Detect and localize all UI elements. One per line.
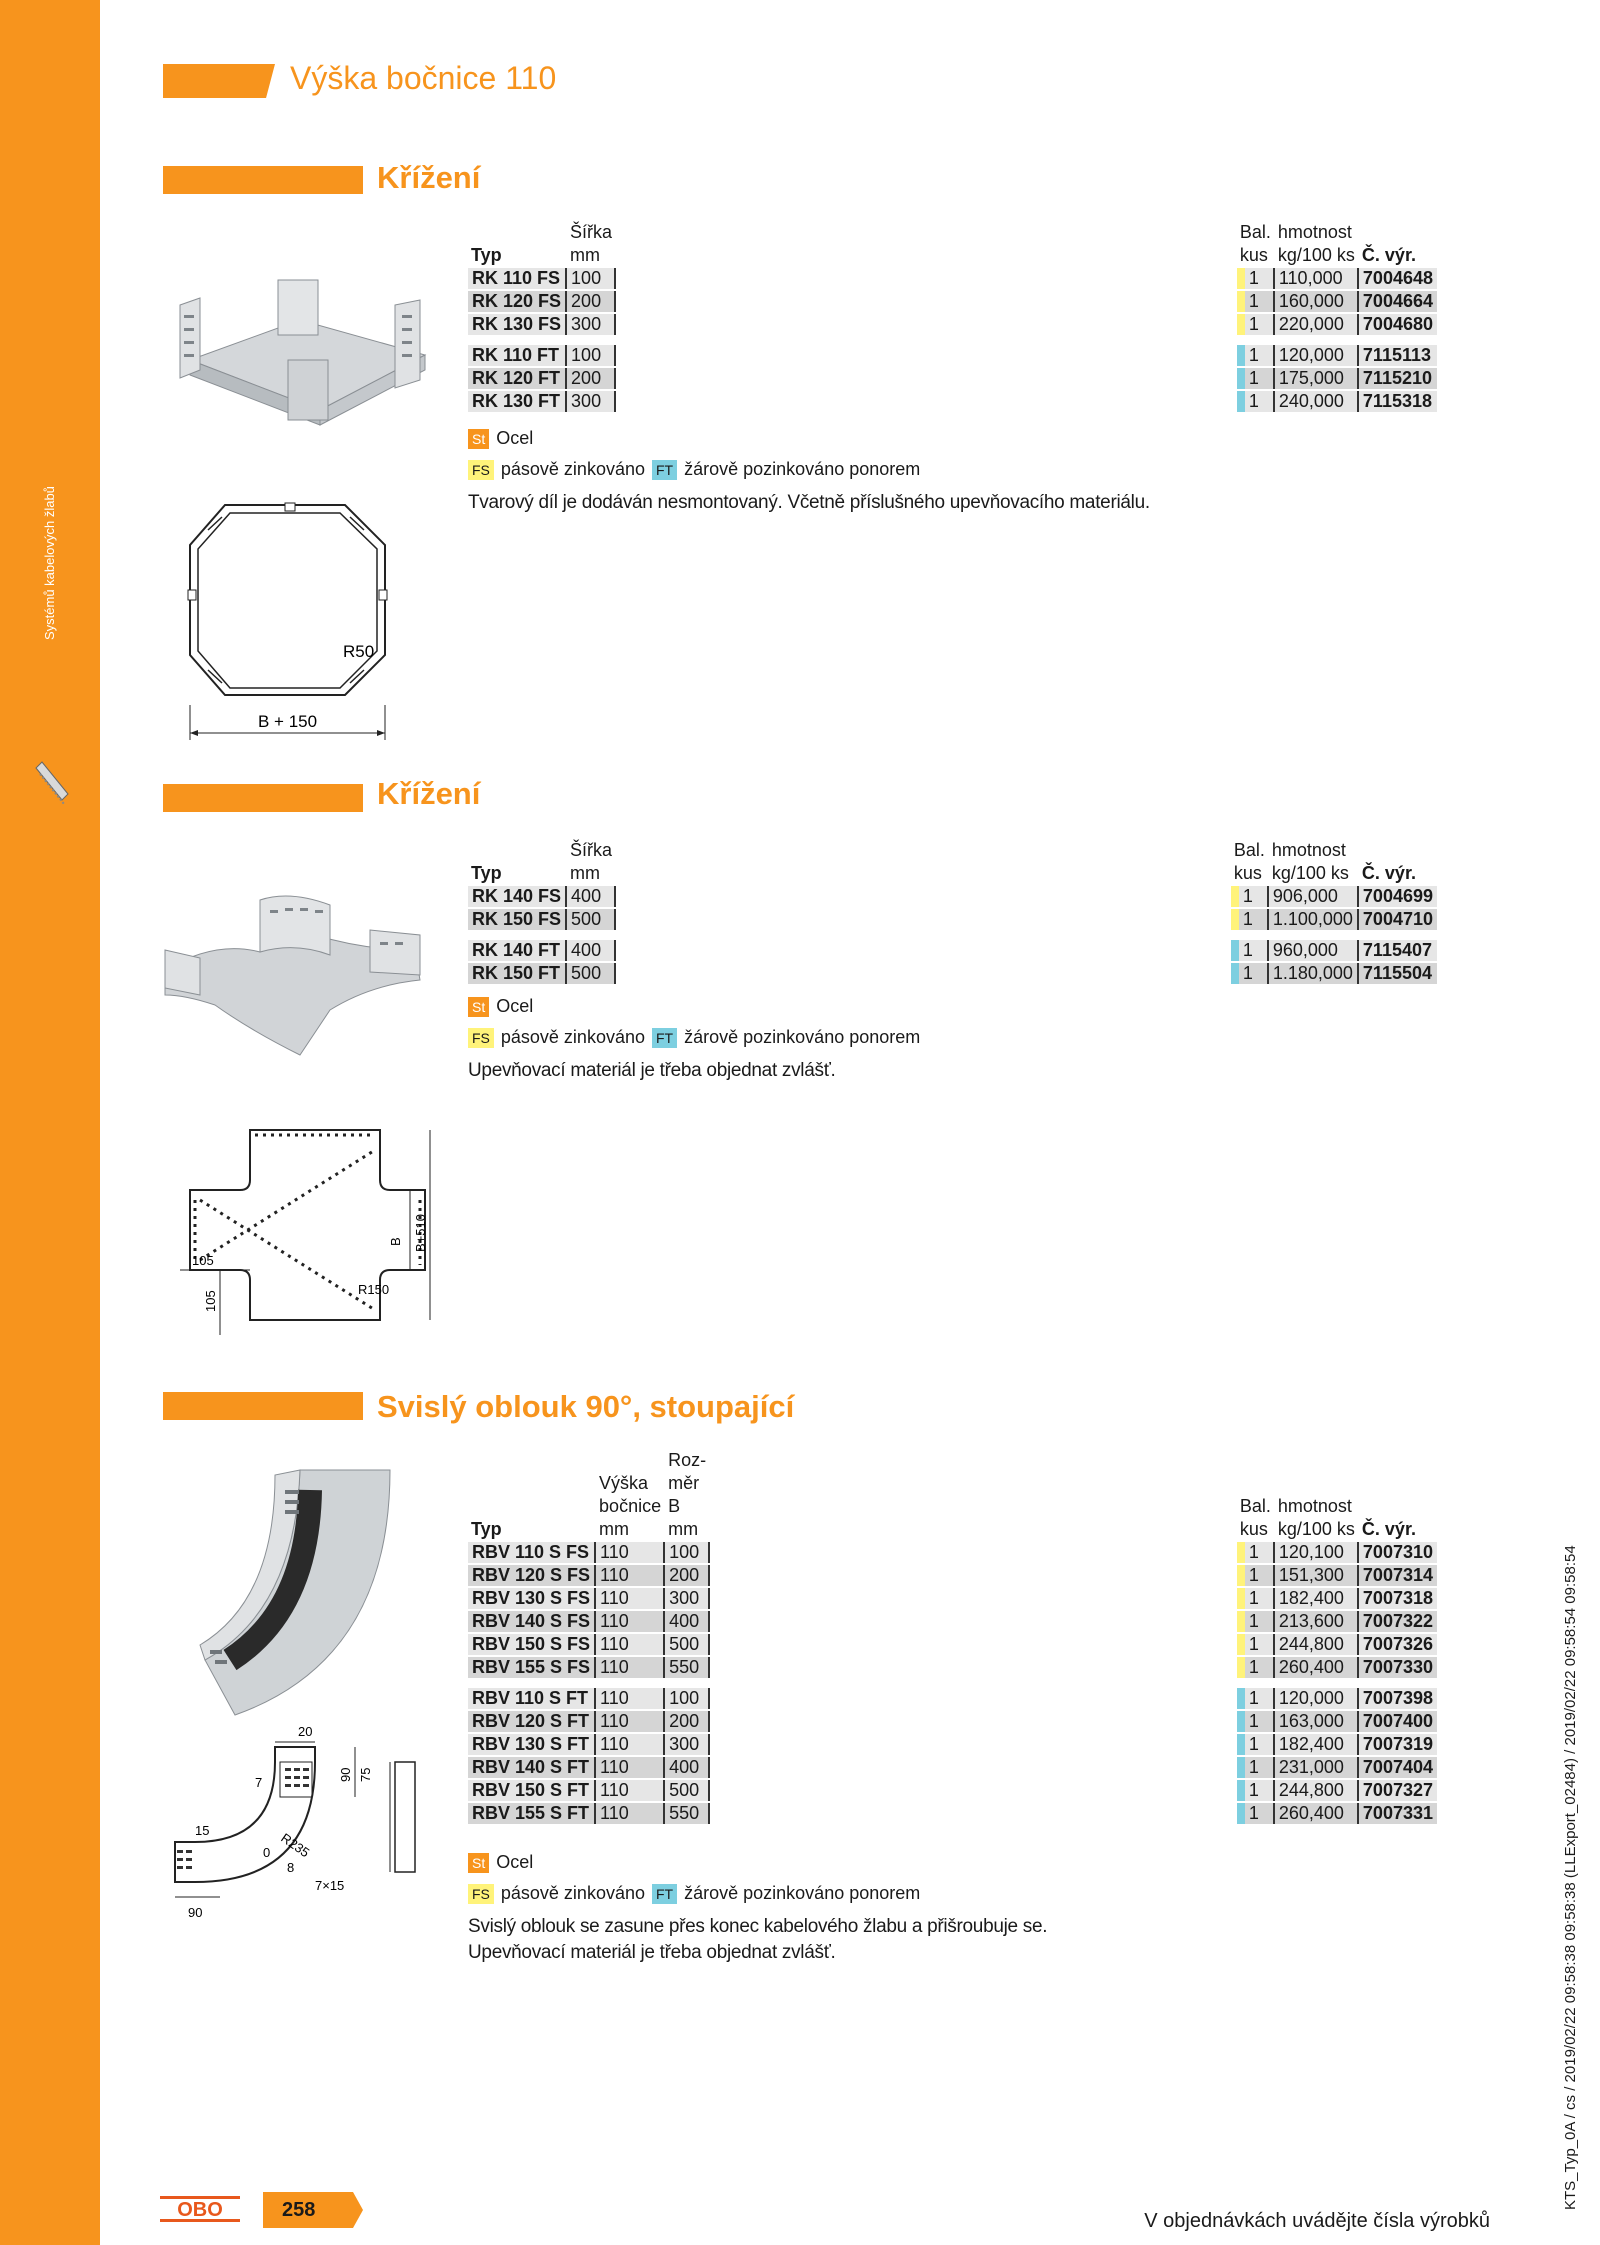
ft-label: žárově pozinkováno ponorem: [684, 459, 921, 479]
number-cell: 7007327: [1359, 1780, 1437, 1801]
height-cell: 110: [596, 1780, 665, 1801]
ft-tag: FT: [652, 460, 677, 480]
section-note-2: Upevňovací materiál je třeba objednat zvlášť.: [468, 1942, 836, 1963]
col-h-header-1: Výška: [599, 1473, 649, 1493]
width-cell: 400: [567, 886, 616, 907]
section-title: Křížení: [377, 776, 481, 811]
svg-text:OBO: OBO: [177, 2199, 223, 2221]
type-cell: RK 110 FT: [468, 345, 567, 366]
table-row: [468, 391, 1437, 412]
weight-cell: 120,000: [1275, 345, 1359, 366]
width-label: B + 150: [258, 712, 318, 731]
bal-cell: 1: [1231, 940, 1269, 961]
weight-cell: 182,400: [1275, 1588, 1359, 1609]
number-cell: 7007404: [1359, 1757, 1437, 1778]
type-cell: RK 130 FT: [468, 391, 567, 412]
col-b-unit: mm: [668, 1519, 699, 1539]
col-width-header: Šířka: [570, 840, 613, 860]
table-row: [468, 1711, 1437, 1732]
weight-cell: 160,000: [1275, 291, 1359, 312]
steel-label: Ocel: [496, 996, 534, 1016]
type-cell: RK 140 FT: [468, 940, 567, 961]
dim-7-label: 7: [255, 1775, 263, 1790]
col-b-header-1: Roz-: [668, 1450, 707, 1470]
number-cell: 7115210: [1359, 368, 1437, 389]
col-width-unit: mm: [570, 863, 601, 883]
bal-cell: 1: [1237, 1565, 1275, 1586]
table-row: [468, 886, 1437, 907]
type-cell: RBV 110 S FS: [468, 1542, 596, 1563]
dim-15-label: 15: [195, 1823, 210, 1838]
type-cell: RK 130 FS: [468, 314, 567, 335]
col-type-header: Typ: [471, 1519, 502, 1539]
col-type-header: Typ: [471, 863, 502, 883]
dim-0-label: 0: [263, 1845, 271, 1860]
steel-tag: St: [468, 429, 489, 449]
type-cell: RBV 110 S FT: [468, 1688, 596, 1709]
obo-logo: [160, 2196, 240, 2222]
dimension-cell: 500: [665, 1780, 710, 1801]
bal-cell: 1: [1237, 391, 1275, 412]
weight-cell: 244,800: [1275, 1780, 1359, 1801]
section-note: Tvarový díl je dodáván nesmontovaný. Včetně příslušného upevňovacího materiálu.: [468, 492, 1150, 513]
number-cell: 7004664: [1359, 291, 1437, 312]
number-cell: 7115407: [1359, 940, 1437, 961]
number-cell: 7115318: [1359, 391, 1437, 412]
weight-cell: 175,000: [1275, 368, 1359, 389]
material-legend: [468, 1852, 533, 1873]
steel-label: Ocel: [496, 428, 534, 448]
height-cell: 110: [596, 1588, 665, 1609]
col-bal-unit: kus: [1233, 863, 1262, 883]
table-row: [468, 291, 1437, 312]
bal-cell: 1: [1237, 291, 1275, 312]
section-bar: [163, 166, 363, 194]
number-cell: 7007398: [1359, 1688, 1437, 1709]
number-cell: 7007314: [1359, 1565, 1437, 1586]
table-row: [468, 268, 1437, 289]
col-number-header: Č. výr.: [1361, 1519, 1416, 1539]
bal-cell: 1: [1237, 1711, 1275, 1732]
bal-cell: 1: [1231, 886, 1269, 907]
weight-cell: 220,000: [1275, 314, 1359, 335]
width-cell: 100: [567, 268, 616, 289]
page-title: Výška bočnice 110: [290, 60, 557, 96]
type-cell: RBV 140 S FS: [468, 1611, 596, 1632]
radius-label: R235: [278, 1830, 313, 1861]
ft-label: žárově pozinkováno ponorem: [684, 1027, 921, 1047]
section-bar: [163, 784, 363, 812]
cross-piece-drawing: [170, 1120, 440, 1345]
height-cell: 110: [596, 1803, 665, 1824]
dimension-cell: 500: [665, 1634, 710, 1655]
number-cell: 7004699: [1359, 886, 1437, 907]
number-cell: 7007318: [1359, 1588, 1437, 1609]
type-cell: RBV 130 S FS: [468, 1588, 596, 1609]
type-cell: RK 120 FT: [468, 368, 567, 389]
bal-cell: 1: [1231, 963, 1269, 984]
col-width-header: Šířka: [570, 222, 613, 242]
col-h-header-2: bočnice: [599, 1496, 662, 1516]
weight-cell: 110,000: [1275, 268, 1359, 289]
footer-text: V objednávkách uvádějte čísla výrobků: [1144, 2210, 1490, 2232]
table-row: [468, 1734, 1437, 1755]
number-cell: 7007331: [1359, 1803, 1437, 1824]
weight-cell: 906,000: [1269, 886, 1359, 907]
col-h-unit: mm: [599, 1519, 630, 1539]
weight-cell: 260,400: [1275, 1803, 1359, 1824]
number-cell: 7004710: [1359, 909, 1437, 930]
table-row: [468, 1757, 1437, 1778]
width-cell: 100: [567, 345, 616, 366]
fs-tag: FS: [468, 1028, 494, 1048]
height-cell: 110: [596, 1734, 665, 1755]
section-note-1: Svislý oblouk se zasune přes konec kabelového žlabu a přišroubuje se.: [468, 1916, 1048, 1937]
table-row: [468, 368, 1437, 389]
height-cell: 110: [596, 1688, 665, 1709]
type-cell: RBV 150 S FT: [468, 1780, 596, 1801]
bal-cell: 1: [1237, 368, 1275, 389]
dim-105-label: 105: [192, 1253, 214, 1268]
bal-cell: 1: [1237, 1542, 1275, 1563]
table-row: [468, 1688, 1437, 1709]
table-row: [468, 314, 1437, 335]
weight-cell: 213,600: [1275, 1611, 1359, 1632]
header-tab: [163, 64, 275, 98]
number-cell: 7007319: [1359, 1734, 1437, 1755]
bal-cell: 1: [1237, 1780, 1275, 1801]
col-bal-header: Bal.: [1233, 840, 1265, 860]
table-row: [468, 1803, 1437, 1824]
material-legend: [468, 996, 533, 1017]
bal-cell: 1: [1237, 1803, 1275, 1824]
bal-cell: 1: [1237, 1688, 1275, 1709]
table-row: [468, 345, 1437, 366]
type-cell: RBV 140 S FT: [468, 1757, 596, 1778]
material-legend: [468, 428, 533, 449]
dimension-cell: 200: [665, 1565, 710, 1586]
weight-cell: 960,000: [1269, 940, 1359, 961]
fs-label: pásově zinkováno: [500, 1027, 645, 1047]
table-row: [468, 1565, 1437, 1586]
type-cell: RK 150 FT: [468, 963, 567, 984]
type-cell: RK 110 FS: [468, 268, 567, 289]
width-cell: 400: [567, 940, 616, 961]
col-weight-unit: kg/100 ks: [1271, 863, 1349, 883]
height-cell: 110: [596, 1611, 665, 1632]
height-cell: 110: [596, 1657, 665, 1678]
number-cell: 7007322: [1359, 1611, 1437, 1632]
col-number-header: Č. výr.: [1361, 863, 1416, 883]
type-cell: RBV 120 S FT: [468, 1711, 596, 1732]
dimension-cell: 400: [665, 1611, 710, 1632]
type-cell: RK 140 FS: [468, 886, 567, 907]
dimension-cell: 200: [665, 1711, 710, 1732]
height-cell: 110: [596, 1634, 665, 1655]
number-cell: 7004648: [1359, 268, 1437, 289]
number-cell: 7007330: [1359, 1657, 1437, 1678]
dim-b-label: B: [388, 1237, 403, 1246]
finish-legend: [468, 1883, 920, 1904]
table-row: [468, 909, 1437, 930]
table-row: [468, 1588, 1437, 1609]
height-cell: 110: [596, 1757, 665, 1778]
width-cell: 300: [567, 314, 616, 335]
dimension-cell: 550: [665, 1657, 710, 1678]
bal-cell: 1: [1237, 345, 1275, 366]
bal-cell: 1: [1231, 909, 1269, 930]
bal-cell: 1: [1237, 314, 1275, 335]
cross-piece-photo: [155, 880, 430, 1065]
weight-cell: 182,400: [1275, 1734, 1359, 1755]
cross-piece-drawing: [180, 485, 420, 750]
weight-cell: 151,300: [1275, 1565, 1359, 1586]
table-row: [468, 1634, 1437, 1655]
col-bal-unit: kus: [1239, 245, 1268, 265]
height-cell: 110: [596, 1542, 665, 1563]
section-title: Svislý oblouk 90°, stoupající: [377, 1389, 795, 1424]
bal-cell: 1: [1237, 1634, 1275, 1655]
steel-tag: St: [468, 1853, 489, 1873]
col-weight-unit: kg/100 ks: [1277, 1519, 1355, 1539]
radius-label: R150: [358, 1282, 390, 1297]
dim-90-label: 90: [338, 1767, 353, 1782]
product-table-3: [468, 1448, 1437, 1826]
fs-label: pásově zinkováno: [500, 1883, 645, 1903]
type-cell: RBV 155 S FT: [468, 1803, 596, 1824]
dimension-cell: 300: [665, 1588, 710, 1609]
table-row: [468, 1657, 1437, 1678]
type-cell: RBV 120 S FS: [468, 1565, 596, 1586]
steel-tag: St: [468, 997, 489, 1017]
bal-cell: 1: [1237, 1611, 1275, 1632]
dim-20-label: 20: [298, 1724, 313, 1739]
width-cell: 200: [567, 291, 616, 312]
cable-tray-icon: [32, 760, 72, 810]
width-cell: 500: [567, 963, 616, 984]
dim-105b-label: 105: [203, 1290, 218, 1312]
weight-cell: 120,000: [1275, 1688, 1359, 1709]
dim-b510-label: B+510: [413, 1214, 428, 1252]
ft-tag: FT: [652, 1884, 677, 1904]
ft-label: žárově pozinkováno ponorem: [684, 1883, 921, 1903]
number-cell: 7007310: [1359, 1542, 1437, 1563]
col-weight-header: hmotnost: [1271, 840, 1346, 860]
bal-cell: 1: [1237, 1757, 1275, 1778]
bal-cell: 1: [1237, 268, 1275, 289]
number-cell: 7007400: [1359, 1711, 1437, 1732]
weight-cell: 240,000: [1275, 391, 1359, 412]
col-b-header-3: B: [668, 1496, 681, 1516]
height-cell: 110: [596, 1711, 665, 1732]
dimension-cell: 300: [665, 1734, 710, 1755]
page-number: 258: [282, 2199, 316, 2221]
height-cell: 110: [596, 1565, 665, 1586]
dimension-cell: 100: [665, 1542, 710, 1563]
product-table-1: [468, 220, 1437, 414]
type-cell: RBV 130 S FT: [468, 1734, 596, 1755]
table-row: [468, 940, 1437, 961]
dim-8-label: 8: [287, 1860, 295, 1875]
col-weight-header: hmotnost: [1277, 1496, 1352, 1516]
table-row: [468, 1542, 1437, 1563]
document-code: KTS_Typ_0A / cs / 2019/02/22 09:58:38 09:58:38 (LLExport_02484) / 2019/02/22 09:58:54 09:58:54: [1562, 1545, 1579, 2210]
col-weight-header: hmotnost: [1277, 222, 1352, 242]
dimension-cell: 100: [665, 1688, 710, 1709]
bal-cell: 1: [1237, 1588, 1275, 1609]
col-weight-unit: kg/100 ks: [1277, 245, 1355, 265]
weight-cell: 1.180,000: [1269, 963, 1359, 984]
weight-cell: 1.100,000: [1269, 909, 1359, 930]
col-width-unit: mm: [570, 245, 601, 265]
steel-label: Ocel: [496, 1852, 534, 1872]
width-cell: 300: [567, 391, 616, 412]
col-bal-header: Bal.: [1239, 222, 1271, 242]
weight-cell: 260,400: [1275, 1657, 1359, 1678]
weight-cell: 244,800: [1275, 1634, 1359, 1655]
finish-legend: [468, 459, 920, 480]
weight-cell: 231,000: [1275, 1757, 1359, 1778]
cross-piece-photo: [170, 260, 445, 440]
col-b-header-2: měr: [668, 1473, 700, 1493]
table-row: [468, 1611, 1437, 1632]
ft-tag: FT: [652, 1028, 677, 1048]
finish-legend: [468, 1027, 920, 1048]
vertical-bend-drawing: [165, 1722, 435, 1932]
width-cell: 200: [567, 368, 616, 389]
type-cell: RBV 150 S FS: [468, 1634, 596, 1655]
width-cell: 500: [567, 909, 616, 930]
col-number-header: Č. výr.: [1361, 245, 1416, 265]
radius-label: R50: [343, 642, 375, 661]
type-cell: RBV 155 S FS: [468, 1657, 596, 1678]
dim-75-label: 75: [358, 1767, 373, 1782]
fs-label: pásově zinkováno: [500, 459, 645, 479]
col-type-header: Typ: [471, 245, 502, 265]
dim-90b-label: 90: [188, 1905, 203, 1920]
sidebar: [0, 0, 100, 2245]
dimension-cell: 400: [665, 1757, 710, 1778]
table-row: [468, 963, 1437, 984]
type-cell: RK 150 FS: [468, 909, 567, 930]
bal-cell: 1: [1237, 1734, 1275, 1755]
number-cell: 7115504: [1359, 963, 1437, 984]
dim-7x15-label: 7×15: [315, 1878, 345, 1893]
sidebar-label: Systémů kabelových žlabů: [42, 486, 57, 640]
number-cell: 7007326: [1359, 1634, 1437, 1655]
bal-cell: 1: [1237, 1657, 1275, 1678]
table-row: [468, 1780, 1437, 1801]
vertical-bend-photo: [190, 1460, 400, 1720]
number-cell: 7115113: [1359, 345, 1437, 366]
dimension-cell: 550: [665, 1803, 710, 1824]
section-bar: [163, 1392, 363, 1420]
type-cell: RK 120 FS: [468, 291, 567, 312]
fs-tag: FS: [468, 1884, 494, 1904]
col-bal-unit: kus: [1239, 1519, 1268, 1539]
product-table-2: [468, 838, 1437, 986]
weight-cell: 163,000: [1275, 1711, 1359, 1732]
fs-tag: FS: [468, 460, 494, 480]
number-cell: 7004680: [1359, 314, 1437, 335]
section-title: Křížení: [377, 160, 481, 195]
weight-cell: 120,100: [1275, 1542, 1359, 1563]
col-bal-header: Bal.: [1239, 1496, 1271, 1516]
section-note: Upevňovací materiál je třeba objednat zvlášť.: [468, 1060, 836, 1081]
